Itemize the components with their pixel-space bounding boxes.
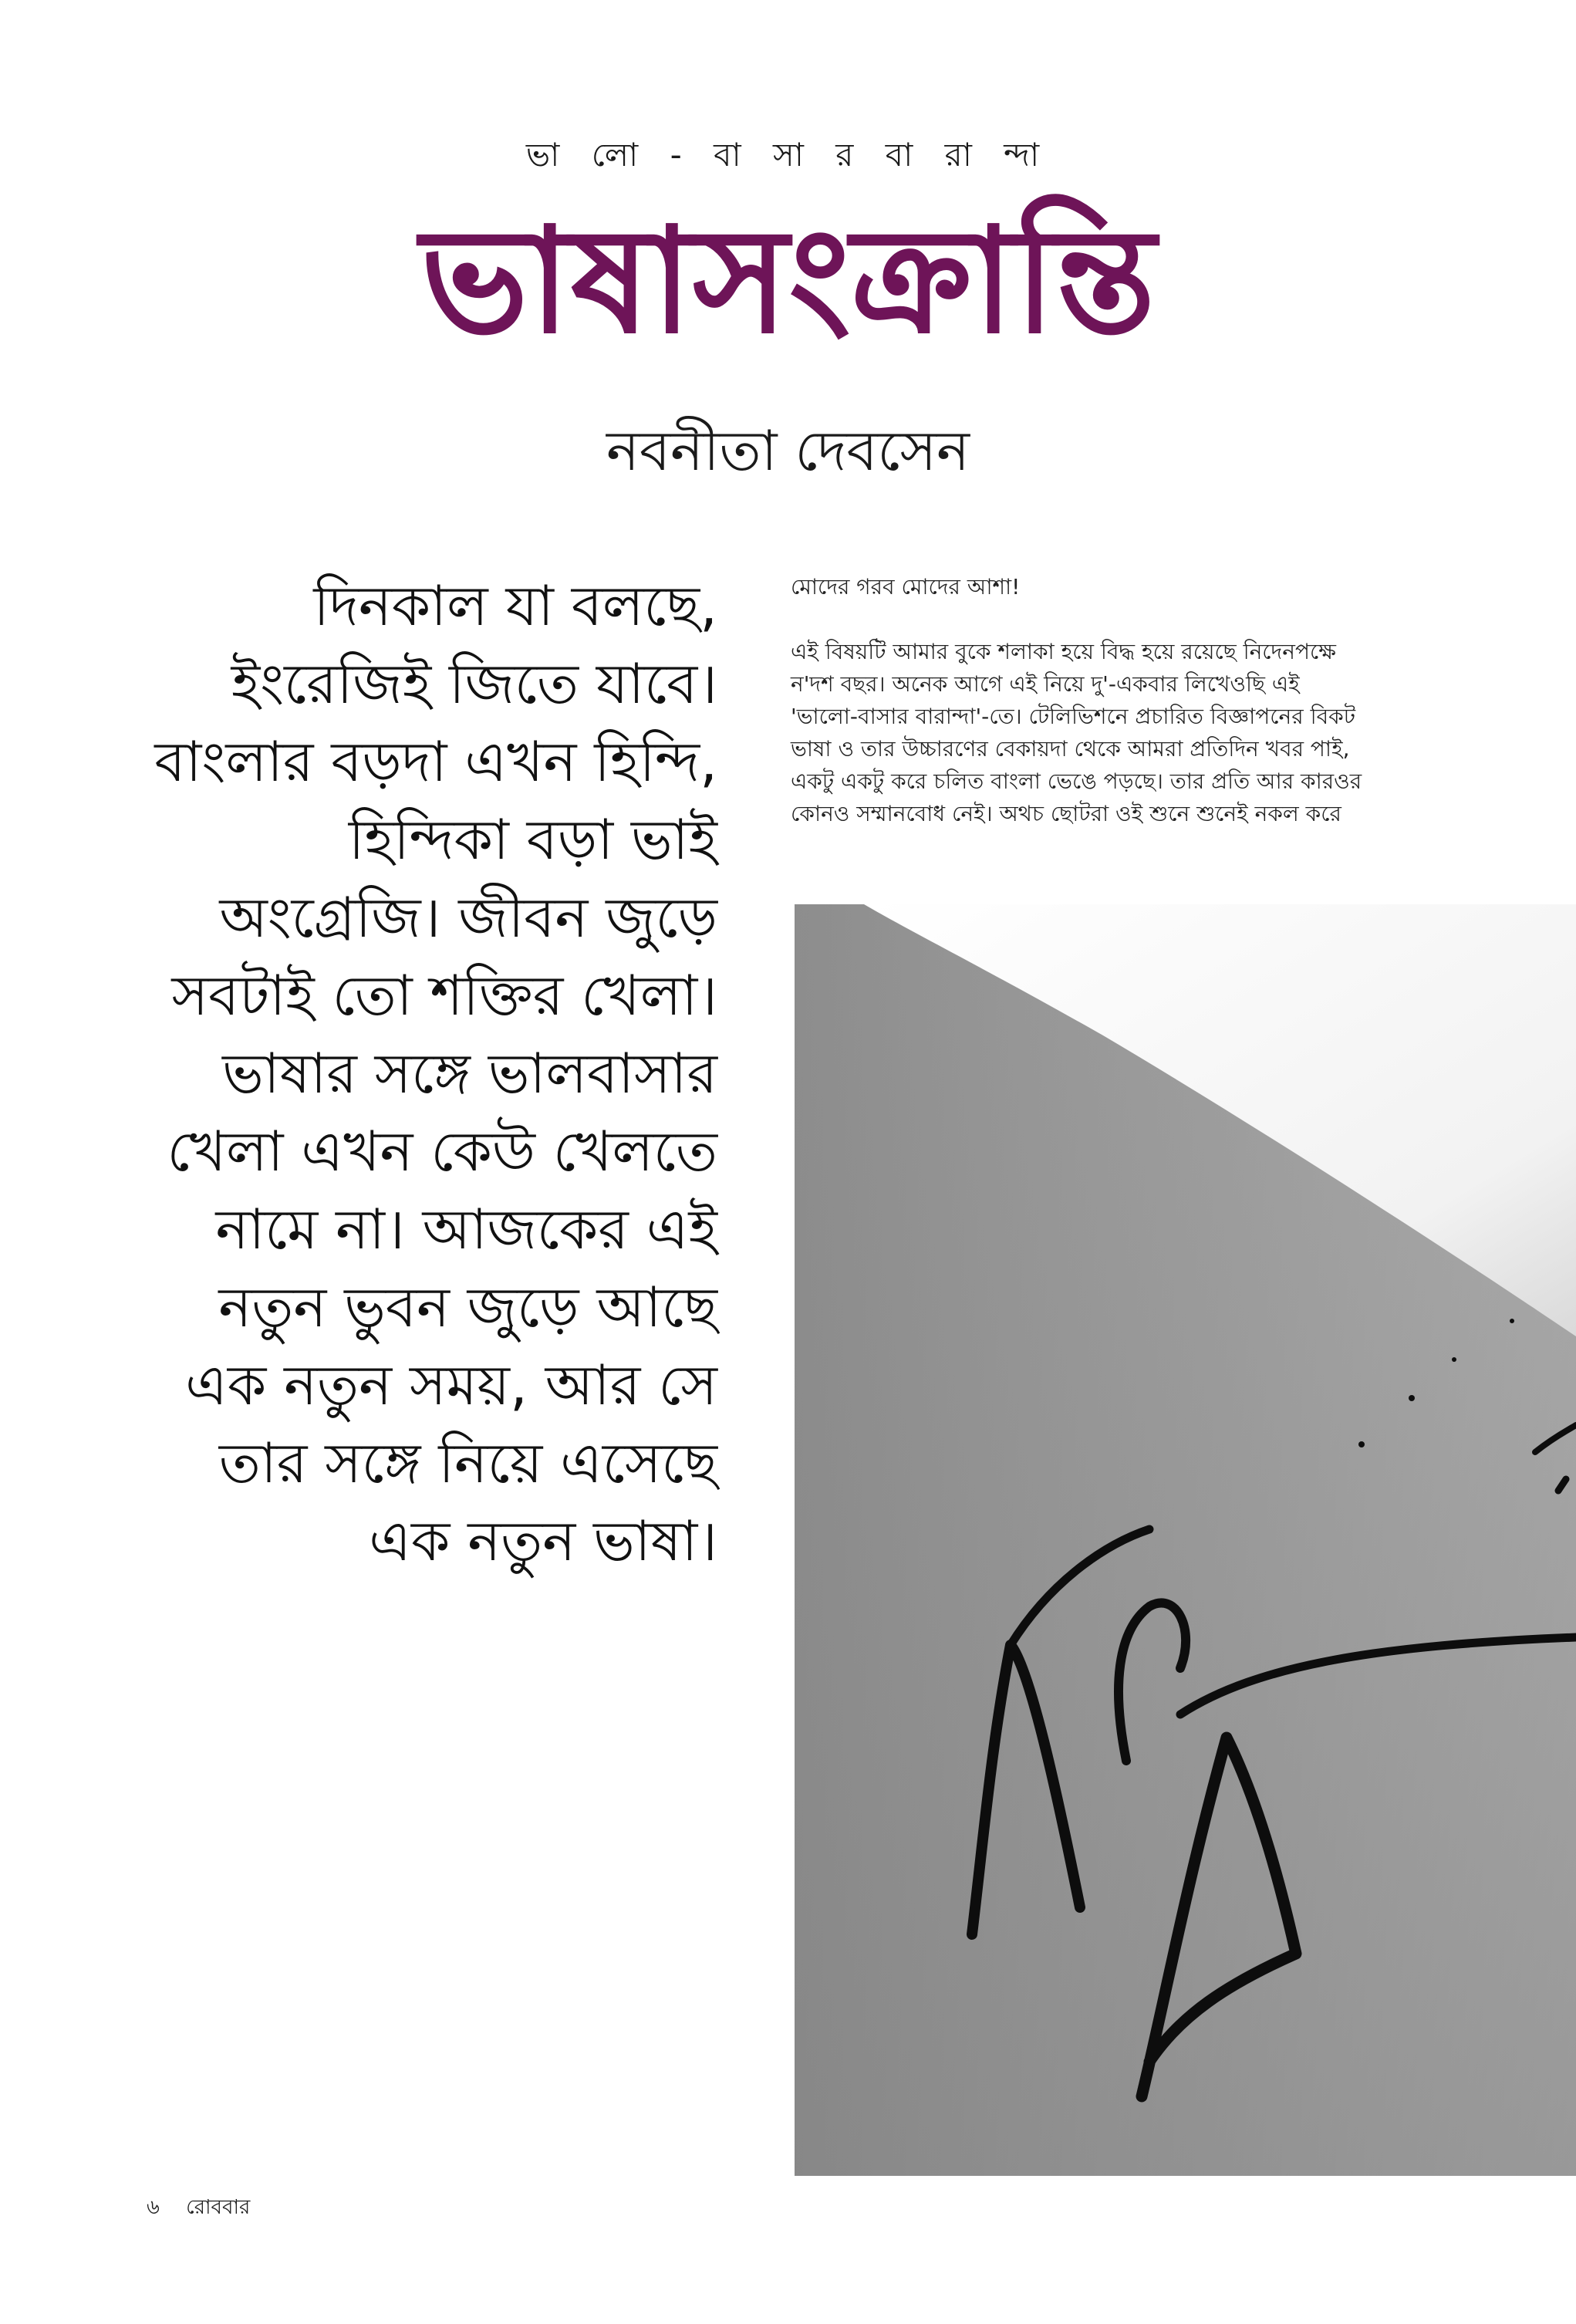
pull-quote-line: নতুন ভুবন জুড়ে আছে [218,1275,717,1339]
page-number: ৬ [147,2196,160,2219]
page-folio [147,2191,250,2225]
section-kicker: ভা লো - বা সা র বা রা ন্দা [525,136,1051,174]
handwriting-photo [795,904,1576,2176]
body-line: একটু একটু করে চলিত বাংলা ভেঙে পড়ছে। তার প্রতি আর কারওর [791,768,1362,794]
pull-quote-line: বাংলার বড়দা এখন হিন্দি, [154,729,717,794]
pull-quote-line: নামে না। আজকের এই [215,1197,717,1262]
pull-quote-line: খেলা এখন কেউ খেলতে [167,1119,717,1184]
pull-quote-line: এক নতুন সময়, আর সে [185,1353,717,1417]
body-line: ভাষা ও তার উচ্চারণের বেকায়দা থেকে আমরা প্রতিদিন খবর পাই, [791,736,1350,762]
article-body [791,571,1446,830]
author-byline: নবনীতা দেবসেন [606,418,970,483]
body-line: ন'দশ বছর। অনেক আগে এই নিয়ে দু'-একবার লিখেওছি এই [791,671,1300,697]
pull-quote-line: তার সঙ্গে নিয়ে এসেছে [218,1431,717,1495]
article-title: ভাষাসংক্রান্তি [420,195,1156,366]
pull-quote-line: দিনকাল যা বলছে, [313,573,717,638]
pull-quote-line: সবটাই তো শক্তির খেলা। [171,963,717,1028]
pull-quote-line: হিন্দিকা বড়া ভাই [348,807,717,872]
magazine-name: রোববার [186,2196,251,2219]
body-line: এই বিষয়টি আমার বুকে শলাকা হয়ে বিদ্ধ হয়ে রয়েছে নিদেনপক্ষে [791,639,1336,664]
pull-quote-line: ইংরেজিই জিতে যাবে। [231,651,717,716]
pull-quote-line: অংগ্রেজি। জীবন জুড়ে [219,885,717,950]
body-line: কোনও সম্মানবোধ নেই। অথচ ছোটরা ওই শুনে শুনেই নকল করে [791,801,1341,826]
pull-quote-line: এক নতুন ভাষা। [369,1508,717,1573]
pull-quote-line: ভাষার সঙ্গে ভালবাসার [222,1041,717,1106]
body-lead: মোদের গরব মোদের আশা! [791,574,1021,600]
body-line: 'ভালো-বাসার বারান্দা'-তে। টেলিভিশনে প্রচারিত বিজ্ঞাপনের বিকট [791,704,1356,729]
pull-quote [139,567,717,1580]
